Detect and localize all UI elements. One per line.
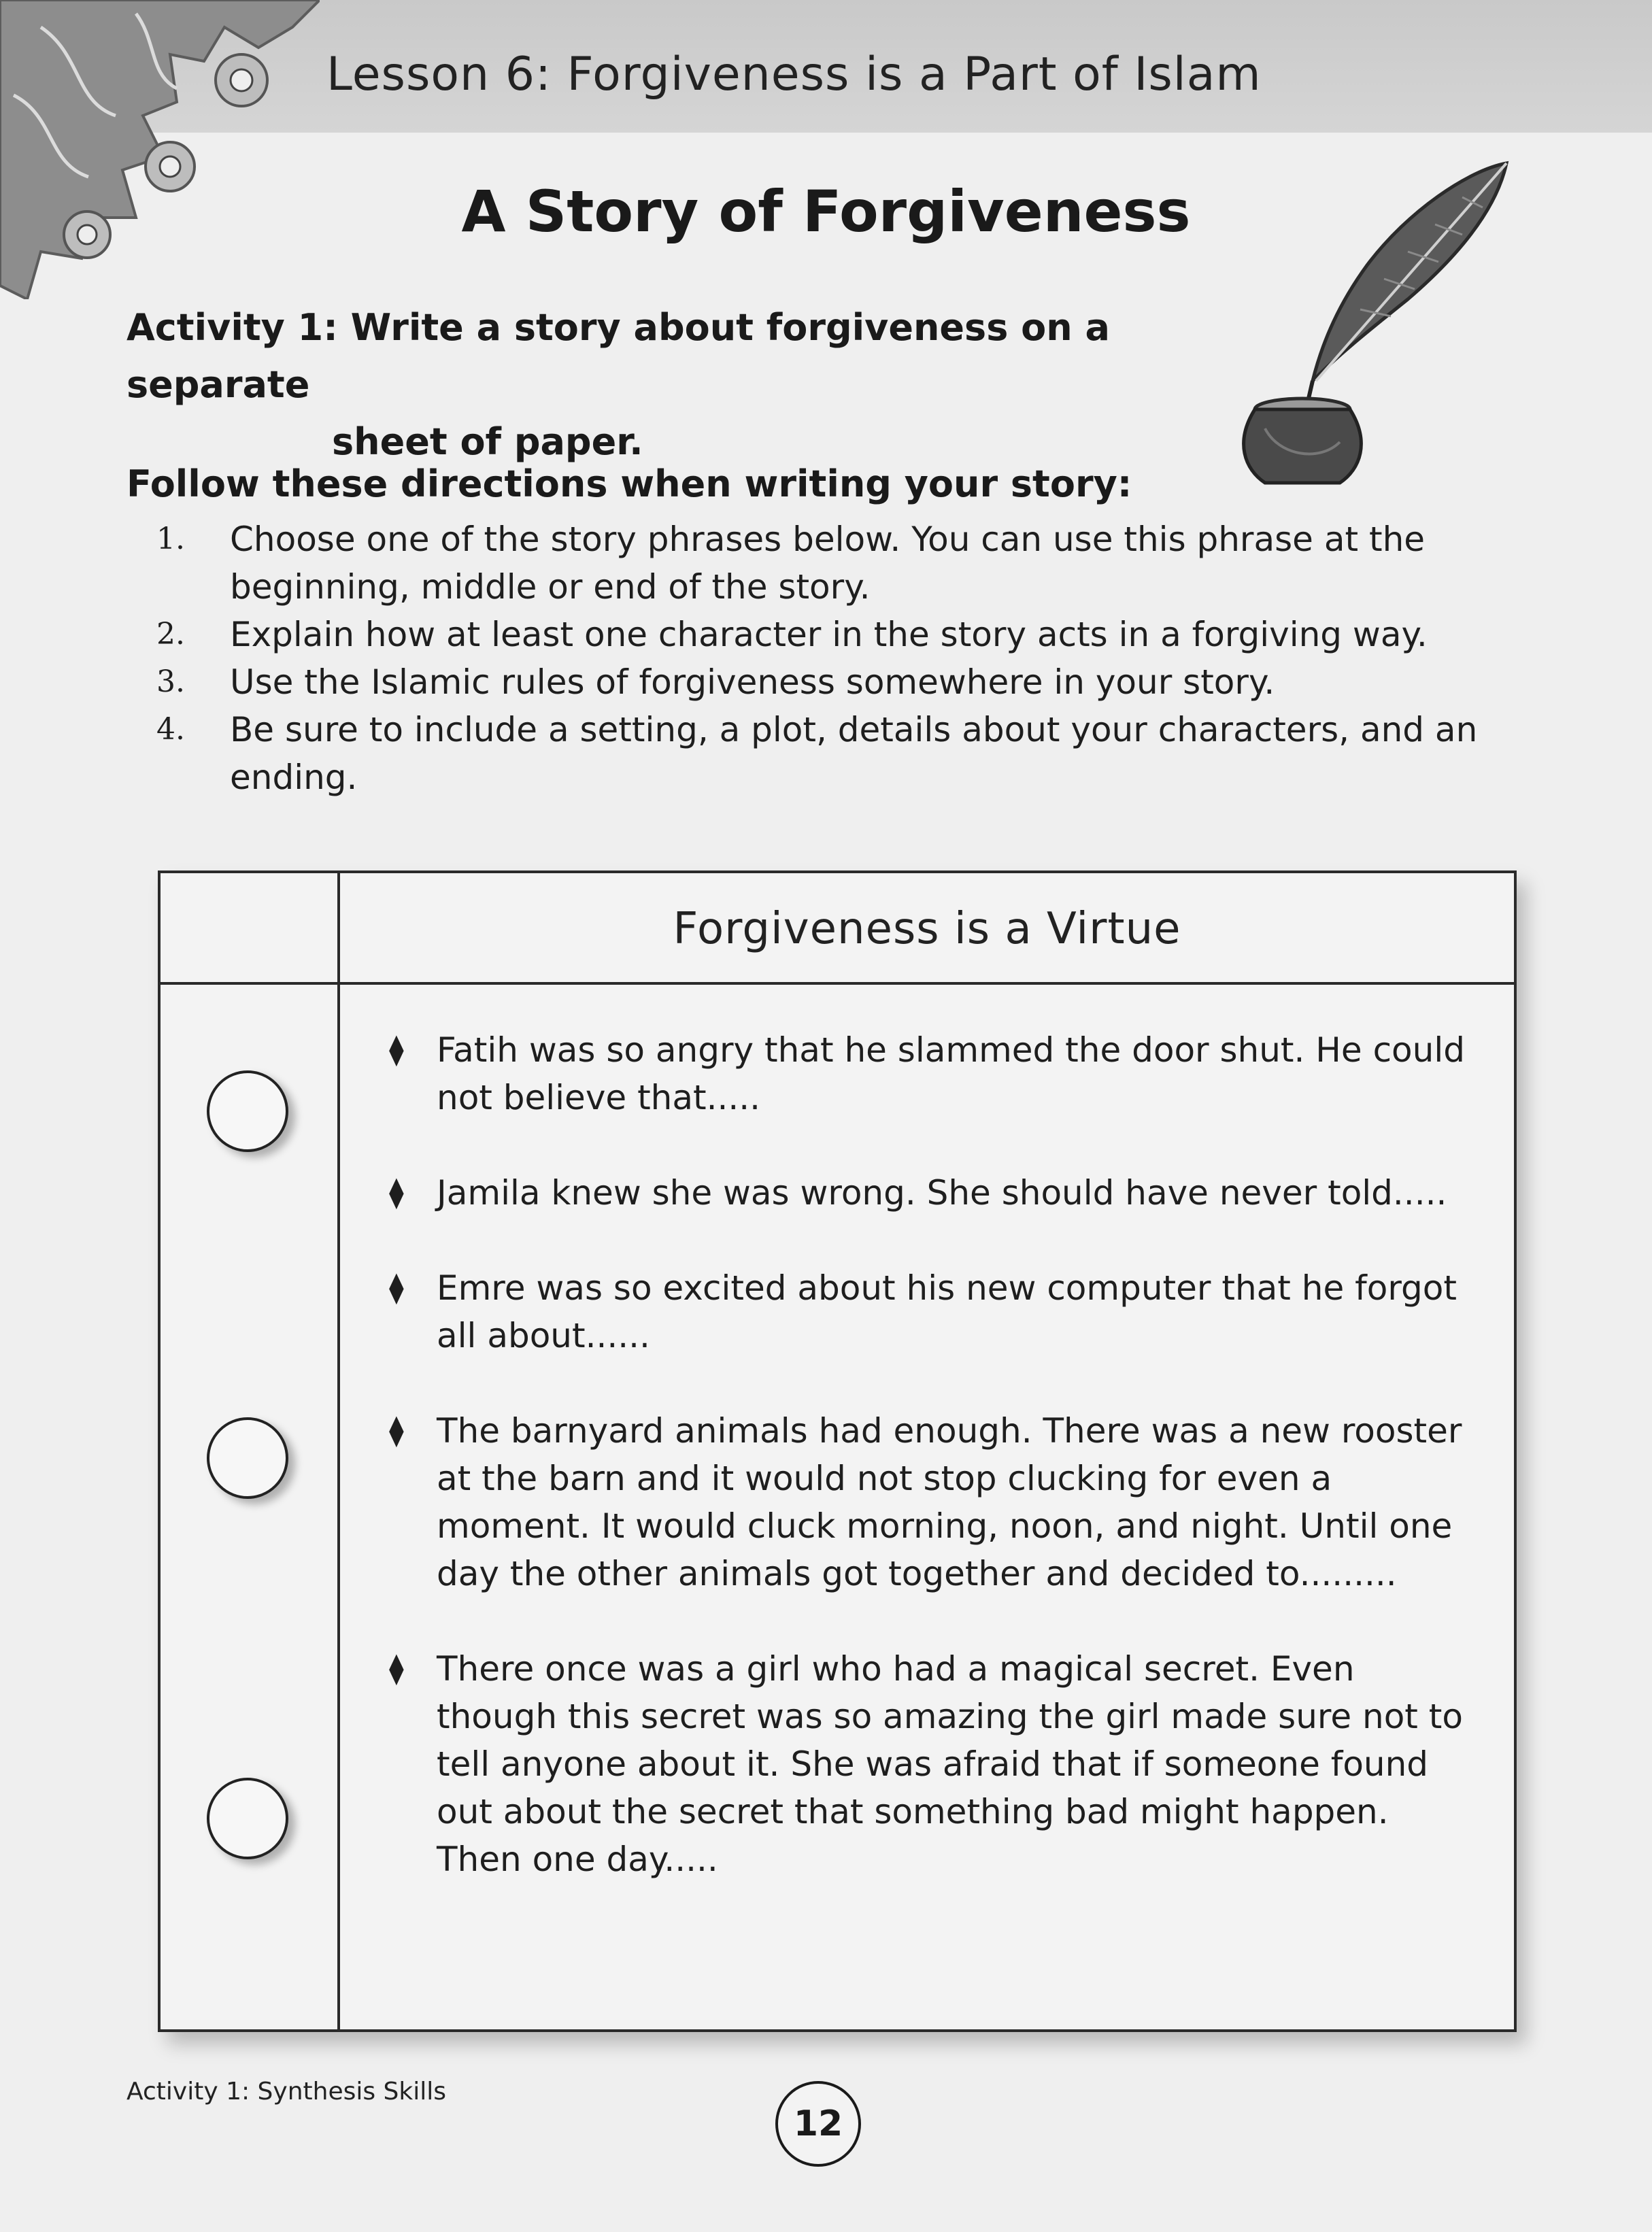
activity-title-line2: sheet of paper.	[332, 420, 643, 463]
list-item	[389, 1169, 1477, 1217]
prompt-text: Jamila knew she was wrong. She should have never told.....	[437, 1173, 1447, 1213]
direction-item	[156, 706, 1517, 801]
diamond-bullet-icon: ⧫	[389, 1270, 404, 1305]
direction-text: Be sure to include a setting, a plot, details about your characters, and an ending.	[230, 710, 1478, 797]
prompt-text: The barnyard animals had enough. There was a new rooster at the barn and it would not stop clucking for even a moment. It would cluck morning, noon, and night. Until one day the other animals got together and decided to.........	[437, 1411, 1462, 1593]
list-item	[389, 1645, 1477, 1883]
prompt-text: Emre was so excited about his new computer that he forgot all about......	[437, 1268, 1457, 1355]
activity-title	[127, 299, 1242, 471]
binder-hole-icon	[207, 1070, 288, 1152]
page-number: 12	[775, 2081, 861, 2167]
lesson-title: Lesson 6: Forgiveness is a Part of Islam	[326, 48, 1262, 101]
diamond-bullet-icon: ⧫	[389, 1032, 404, 1067]
quill-and-inkwell-icon	[1238, 156, 1523, 496]
story-prompt-box	[158, 870, 1517, 2032]
binder-hole-icon	[207, 1417, 288, 1499]
page-title: A Story of Forgiveness	[461, 178, 1191, 245]
activity-title-line1: Activity 1: Write a story about forgiveness on a separate	[127, 306, 1110, 406]
binder-hole-icon	[207, 1778, 288, 1859]
prompt-list	[389, 1026, 1477, 1931]
diamond-bullet-icon: ⧫	[389, 1651, 404, 1686]
directions-list	[156, 515, 1517, 801]
list-item	[389, 1026, 1477, 1121]
direction-number: 4.	[156, 712, 185, 747]
direction-text: Explain how at least one character in the story acts in a forgiving way.	[230, 615, 1428, 654]
directions-heading: Follow these directions when writing your story:	[127, 462, 1132, 505]
prompt-text: There once was a girl who had a magical secret. Even though this secret was so amazing the girl made sure not to tell anyone about it. She was afraid that if someone found out about the secret that something bad might happen. Then one day.....	[437, 1649, 1463, 1879]
direction-number: 2.	[156, 617, 185, 652]
direction-text: Choose one of the story phrases below. You can use this phrase at the beginning, middle or end of the story.	[230, 520, 1426, 607]
list-item	[389, 1264, 1477, 1359]
direction-text: Use the Islamic rules of forgiveness somewhere in your story.	[230, 662, 1275, 702]
direction-item	[156, 658, 1517, 706]
prompt-text: Fatih was so angry that he slammed the door shut. He could not believe that.....	[437, 1030, 1465, 1117]
direction-number: 3.	[156, 664, 185, 699]
geometric-ornament	[0, 0, 320, 299]
direction-item	[156, 611, 1517, 658]
direction-item	[156, 515, 1517, 611]
diamond-bullet-icon: ⧫	[389, 1413, 404, 1448]
diamond-bullet-icon: ⧫	[389, 1175, 404, 1210]
box-title: Forgiveness is a Virtue	[673, 904, 1181, 954]
direction-number: 1.	[156, 522, 185, 556]
list-item	[389, 1407, 1477, 1597]
footer-label: Activity 1: Synthesis Skills	[127, 2078, 447, 2106]
